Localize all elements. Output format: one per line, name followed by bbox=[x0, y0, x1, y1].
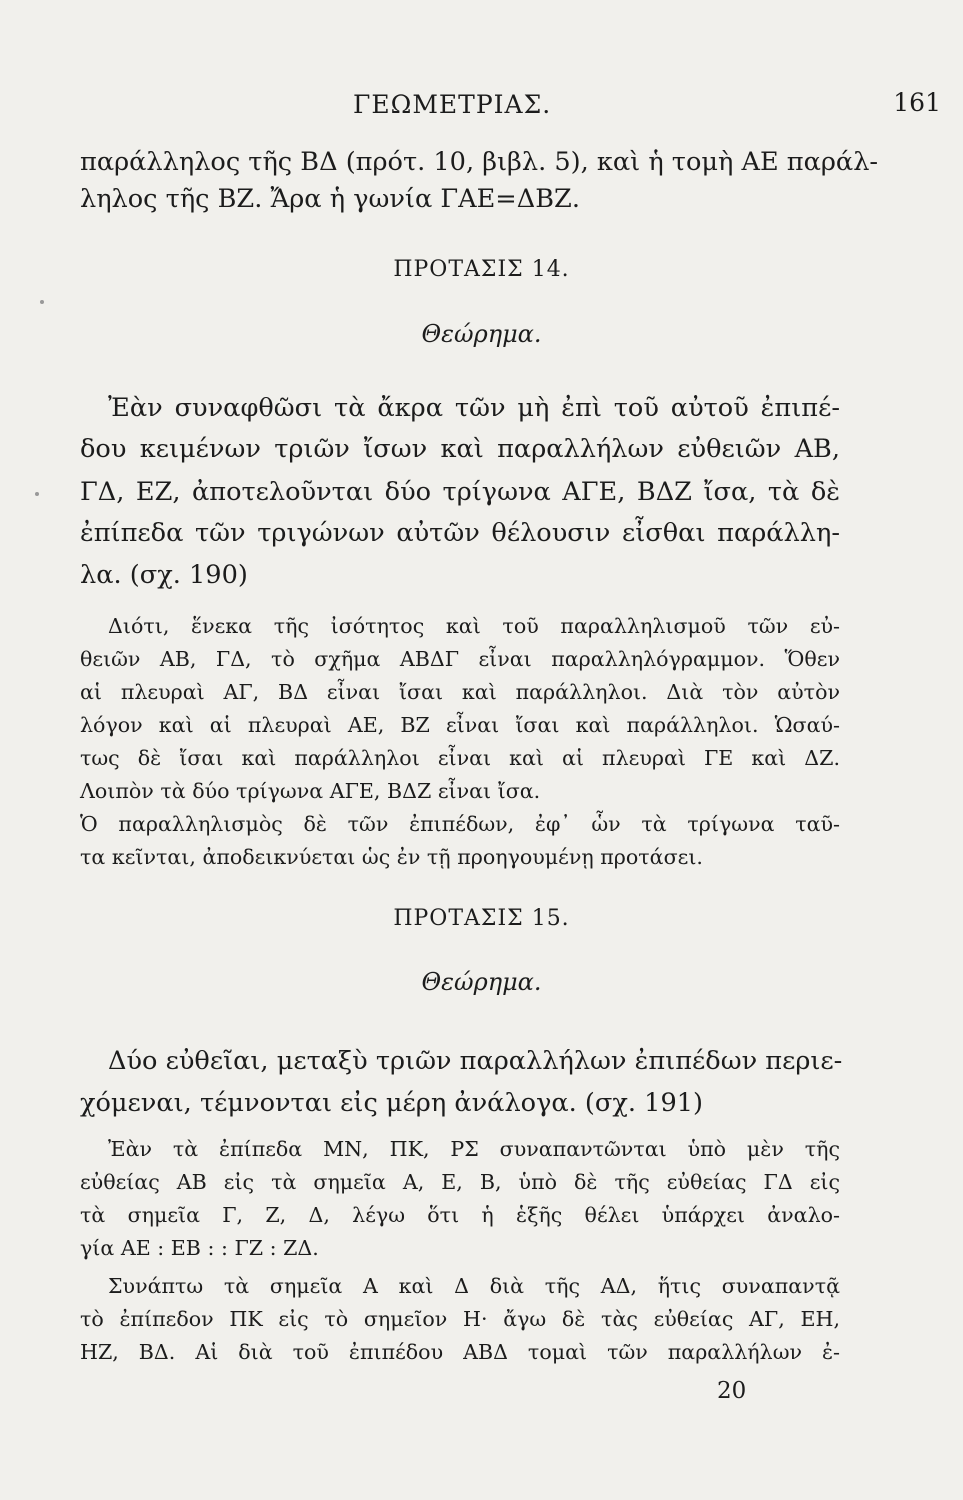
text-line: τὸ ἐπίπεδον ΠΚ εἰς τὸ σημεῖον Η· ἄγω δὲ τὰς εὐθείας ΑΓ, ΕΗ, bbox=[80, 1307, 840, 1331]
text-line: Διότι, ἕνεκα τῆς ἰσότητος καὶ τοῦ παραλληλισμοῦ τῶν εὐ- bbox=[108, 614, 840, 638]
page-number: 161 bbox=[893, 88, 941, 117]
text-line: Λοιπὸν τὰ δύο τρίγωνα ΑΓΕ, ΒΔΖ εἶναι ἴσα. bbox=[80, 779, 541, 803]
text-line: Συνάπτω τὰ σημεῖα Α καὶ Δ διὰ τῆς ΑΔ, ἥτις συναπαντᾷ bbox=[108, 1274, 840, 1298]
text-line: λόγον καὶ αἱ πλευραὶ ΑΕ, ΒΖ εἶναι ἴσαι καὶ παράλληλοι. Ὡσαύ- bbox=[80, 713, 840, 737]
text-line: χόμεναι, τέμνονται εἰς μέρη ἀνάλογα. (σχ. 191) bbox=[80, 1088, 703, 1118]
text-line: παράλληλος τῆς ΒΔ (πρότ. 10, βιβλ. 5), καὶ ἡ τομὴ ΑΕ παράλ- bbox=[80, 147, 879, 177]
text-line: Ὁ παραλληλισμὸς δὲ τῶν ἐπιπέδων, ἐφ᾽ ὧν τὰ τρίγωνα ταῦ- bbox=[80, 812, 840, 836]
text-line: Ἐὰν τὰ ἐπίπεδα ΜΝ, ΠΚ, ΡΣ συναπαντῶνται ὑπὸ μὲν τῆς bbox=[108, 1137, 840, 1161]
text-line: δου κειμένων τριῶν ἴσων καὶ παραλλήλων εὐθειῶν ΑΒ, bbox=[80, 434, 840, 464]
text-line: τὰ σημεῖα Γ, Ζ, Δ, λέγω ὅτι ἡ ἑξῆς θέλει ὑπάρχει ἀναλο- bbox=[80, 1203, 840, 1227]
text-line: γία ΑΕ : ΕΒ : : ΓΖ : ΖΔ. bbox=[80, 1236, 319, 1260]
text-line: τως δὲ ἴσαι καὶ παράλληλοι εἶναι καὶ αἱ πλευραὶ ΓΕ καὶ ΔΖ. bbox=[80, 746, 840, 770]
text-line: ληλος τῆς ΒΖ. Ἄρα ἡ γωνία ΓΑΕ=ΔΒΖ. bbox=[80, 184, 580, 214]
text-line: Ἐὰν συναφθῶσι τὰ ἄκρα τῶν μὴ ἐπὶ τοῦ αὐτοῦ ἐπιπέ- bbox=[108, 393, 840, 423]
signature-mark: 20 bbox=[717, 1378, 747, 1404]
theorem-label: Θεώρημα. bbox=[421, 320, 542, 348]
text-line: θειῶν ΑΒ, ΓΔ, τὸ σχῆμα ΑΒΔΓ εἶναι παραλληλόγραμμον. Ὅθεν bbox=[80, 647, 840, 671]
text-line: Δύο εὐθεῖαι, μεταξὺ τριῶν παραλλήλων ἐπιπέδων περιε- bbox=[108, 1046, 843, 1076]
text-line: λα. (σχ. 190) bbox=[80, 560, 248, 590]
text-line: τα κεῖνται, ἀποδεικνύεται ὡς ἐν τῇ προηγουμένῃ προτάσει. bbox=[80, 845, 703, 869]
proposition-heading: ΠΡΟΤΑΣΙΣ 15. bbox=[393, 906, 570, 931]
paper-speck bbox=[35, 492, 39, 496]
text-line: αἱ πλευραὶ ΑΓ, ΒΔ εἶναι ἴσαι καὶ παράλληλοι. Διὰ τὸν αὐτὸν bbox=[80, 680, 840, 704]
running-title: ΓΕΩΜΕΤΡΙΑΣ. bbox=[353, 90, 552, 119]
proposition-heading: ΠΡΟΤΑΣΙΣ 14. bbox=[393, 257, 570, 282]
text-line: ΓΔ, ΕΖ, ἀποτελοῦνται δύο τρίγωνα ΑΓΕ, ΒΔΖ ἴσα, τὰ δὲ bbox=[80, 477, 840, 507]
text-line: ἐπίπεδα τῶν τριγώνων αὐτῶν θέλουσιν εἶσθαι παράλλη- bbox=[80, 518, 840, 548]
running-header bbox=[78, 88, 941, 130]
theorem-label: Θεώρημα. bbox=[421, 968, 542, 996]
text-line: εὐθείας ΑΒ εἰς τὰ σημεῖα Α, Ε, Β, ὑπὸ δὲ τῆς εὐθείας ΓΔ εἰς bbox=[80, 1170, 840, 1194]
paper-speck bbox=[40, 300, 44, 304]
text-line: ΗΖ, ΒΔ. Αἱ διὰ τοῦ ἐπιπέδου ΑΒΔ τομαὶ τῶν παραλλήλων ἐ- bbox=[80, 1340, 840, 1364]
